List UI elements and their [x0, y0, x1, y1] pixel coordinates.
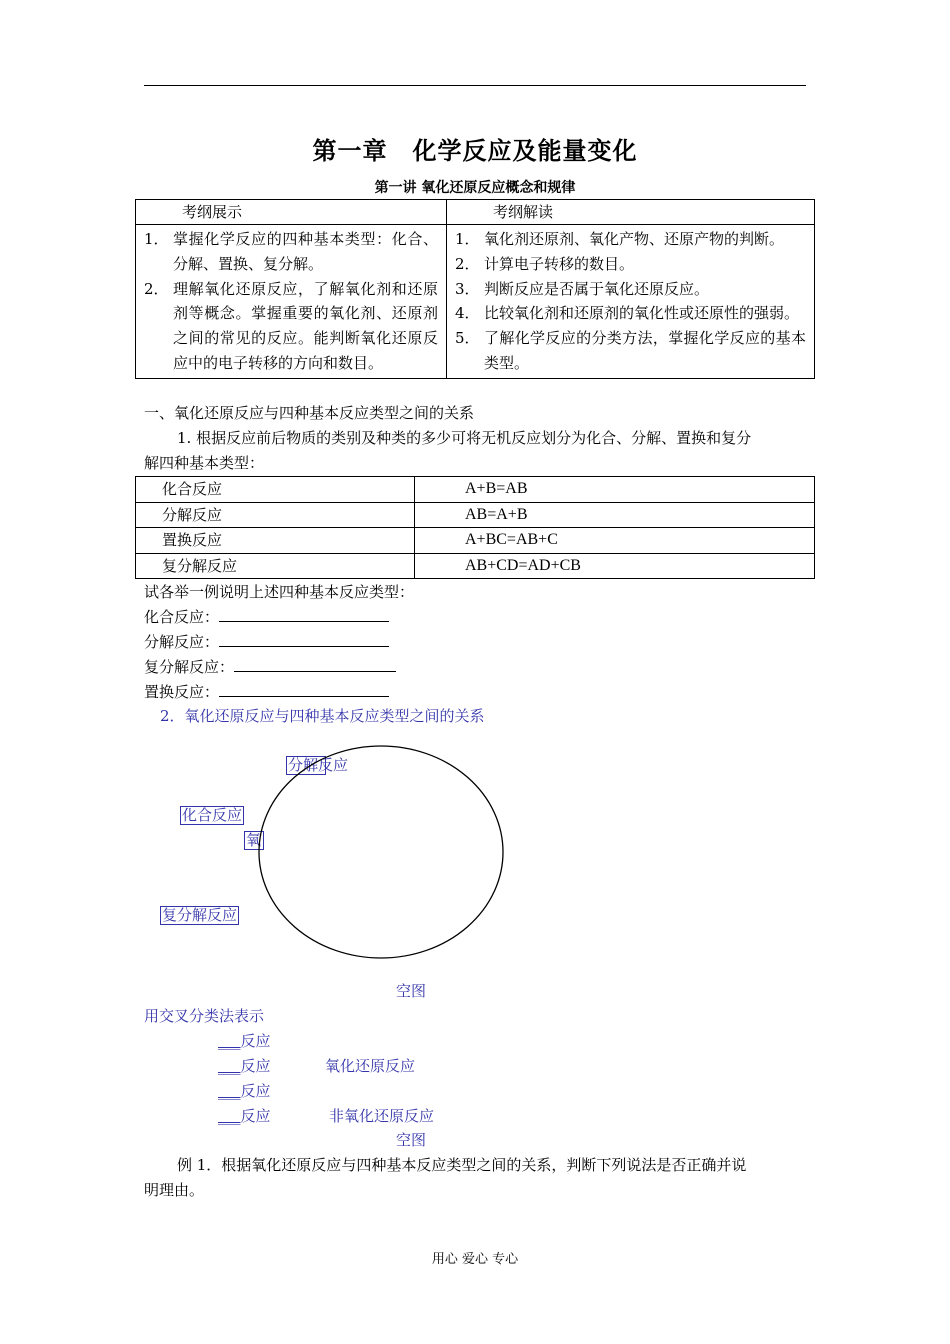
section1-heading: 一、氧化还原反应与四种基本反应类型之间的关系 — [144, 404, 475, 422]
reaction-formula-cell: AB+CD=AD+CB — [415, 553, 815, 579]
syllabus-left-item: 1． 掌握化学反应的四种基本类型：化合、分解、置换、复分解。 — [144, 230, 438, 273]
cross-blank[interactable]: ___ — [218, 1057, 241, 1075]
table-row — [136, 502, 815, 528]
caption-empty-figure-1: 空图 — [396, 982, 427, 1000]
caption-empty-figure-2: 空图 — [396, 1131, 427, 1149]
header-rule — [144, 85, 806, 86]
example-prompt: 试各举一例说明上述四种基本反应类型： — [144, 583, 415, 601]
fill-line-zhihuan: 置换反应： — [144, 680, 389, 705]
label-fenjie-box: 分解反应 — [288, 756, 349, 774]
answer-blank[interactable] — [219, 605, 389, 622]
label-huahe-box: 化合反应 — [182, 806, 243, 824]
table-row — [136, 477, 815, 503]
diagram-circle — [255, 743, 507, 961]
reaction-type-cell: 分解反应 — [136, 502, 415, 528]
reaction-type-cell: 化合反应 — [136, 477, 415, 503]
table-row — [136, 528, 815, 554]
point2-heading: 2．氧化还原反应与四种基本反应类型之间的关系 — [160, 707, 485, 725]
syllabus-right-item: 2． 计算电子转移的数目。 — [455, 254, 635, 273]
syllabus-right-item: 1． 氧化剂还原剂、氧化产物、还原产物的判断。 — [455, 230, 785, 248]
para1-line2: 解四种基本类型： — [144, 454, 265, 472]
chapter-title: 第一章 化学反应及能量变化 — [312, 137, 638, 165]
syllabus-right-item: 5． 了解化学反应的分类方法，掌握化学反应的基本类型。 — [455, 329, 806, 372]
reaction-formula-cell: A+B=AB — [415, 477, 815, 503]
cross-heading: 用交叉分类法表示 — [144, 1007, 265, 1025]
reaction-types-table — [135, 476, 815, 579]
cross-row: ___反应 — [218, 1032, 271, 1050]
syllabus-left-cell — [136, 225, 447, 379]
syllabus-left-item: 2． 理解氧化还原反应，了解氧化剂和还原剂等概念。掌握重要的氧化剂、还原剂之间的常见的反应。能判断氧化还原反应中的电子转移的方向和数目。 — [144, 279, 438, 372]
cross-blank[interactable]: ___ — [218, 1107, 241, 1125]
answer-blank[interactable] — [219, 680, 389, 697]
reaction-formula-cell: A+BC=AB+C — [415, 528, 815, 554]
syllabus-right-item: 4． 比较氧化剂和还原剂的氧化性或还原性的强弱。 — [455, 304, 800, 323]
reaction-formula-cell: AB=A+B — [415, 502, 815, 528]
page-footer: 用心 爱心 专心 — [431, 1252, 519, 1267]
cross-nonredox-label: 非氧化还原反应 — [329, 1107, 435, 1125]
label-fufenjie-box: 复分解反应 — [162, 906, 238, 924]
lesson-subtitle: 第一讲 氧化还原反应概念和规律 — [374, 180, 576, 196]
cross-redox-label: 氧化还原反应 — [325, 1057, 416, 1075]
reaction-type-cell: 复分解反应 — [136, 553, 415, 579]
reaction-type-cell: 置换反应 — [136, 528, 415, 554]
syllabus-header-left: 考纲展示 — [136, 200, 447, 225]
answer-blank[interactable] — [234, 655, 396, 672]
cross-row: ___反应 — [218, 1082, 271, 1100]
label-yang-box: 氧 — [244, 831, 264, 850]
cross-blank[interactable]: ___ — [218, 1032, 241, 1050]
syllabus-right-item: 3． 判断反应是否属于氧化还原反应。 — [455, 279, 710, 298]
answer-blank[interactable] — [219, 630, 389, 647]
syllabus-table — [135, 199, 815, 379]
fill-line-fufenjie: 复分解反应： — [144, 655, 396, 680]
syllabus-right-cell — [447, 225, 815, 379]
fill-line-huahe: 化合反应： — [144, 605, 389, 630]
table-row — [136, 553, 815, 579]
example1-line1: 例 1．根据氧化还原反应与四种基本反应类型之间的关系，判断下列说法是否正确并说 — [177, 1156, 747, 1174]
syllabus-header-right: 考纲解读 — [447, 200, 815, 225]
example1-line2: 明理由。 — [144, 1181, 205, 1199]
cross-row: ___反应 — [218, 1107, 271, 1125]
fill-line-fenjie: 分解反应： — [144, 630, 389, 655]
cross-blank[interactable]: ___ — [218, 1082, 241, 1100]
cross-row: ___反应 — [218, 1057, 271, 1075]
para1-line1: 1. 根据反应前后物质的类别及种类的多少可将无机反应划分为化合、分解、置换和复分 — [177, 429, 752, 447]
